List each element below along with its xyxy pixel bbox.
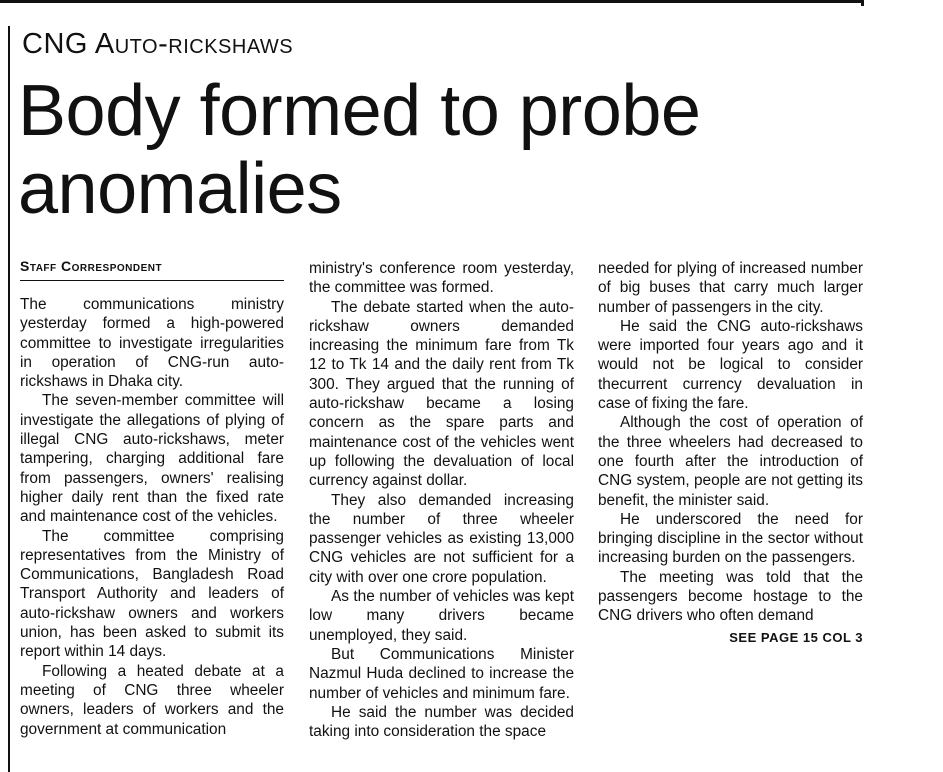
- paragraph: The seven-member committee will investigate the allegations of plying of illegal CNG auto-rickshaws, meter tampering, charging additional fare from passengers, owners' realising higher daily rent than the fixed rate and maintenance cost of the vehicles.: [20, 392, 284, 526]
- top-rule: [0, 0, 864, 3]
- paragraph: Although the cost of operation of the three wheelers had decreased to one fourth after the introduction of CNG system, people are not getting its benefit, the minister said.: [598, 414, 863, 509]
- article-column-3: [598, 259, 863, 647]
- paragraph: The meeting was told that the passengers become hostage to the CNG drivers who often demand: [598, 568, 863, 625]
- top-right-rule: [861, 0, 864, 6]
- paragraph: He said the number was decided taking into consideration the space: [309, 703, 574, 741]
- paragraph: The committee comprising representatives from the Ministry of Communications, Bangladesh Road Transport Authority and leaders of auto-rickshaw owners and workers union, has been asked to submit its report within 14 days.: [20, 527, 284, 661]
- article-column-2: [309, 259, 574, 741]
- paragraph: The debate started when the auto-rickshaw owners demanded increasing the minimum fare from Tk 12 to Tk 14 and the daily rent from Tk 300. They argued that the running of auto-rickshaw became a losing concern as the spare parts and maintenance cost of the vehicles went up following the devaluation of local currency against dollar.: [309, 298, 574, 490]
- paragraph: Following a heated debate at a meeting of CNG three wheeler owners, leaders of workers and the government at communication: [20, 662, 284, 738]
- paragraph: As the number of vehicles was kept low many drivers became unemployed, they said.: [309, 588, 574, 644]
- paragraph: He said the CNG auto-rickshaws were imported four years ago and it would not be logical to consider thecurrent currency devaluation in case of fixing the fare.: [598, 317, 863, 413]
- byline: Staff Correspondent: [20, 258, 284, 281]
- kicker: CNG Auto-rickshaws: [22, 28, 294, 60]
- left-column-rule: [8, 26, 10, 772]
- paragraph: They also demanded increasing the number of three wheeler passenger vehicles as existing 13,000 CNG vehicles are not sufficient for a city with over one crore population.: [309, 491, 574, 586]
- paragraph: ministry's conference room yesterday, the committee was formed.: [309, 260, 574, 297]
- paragraph: He underscored the need for bringing discipline in the sector without increasing burden on the passengers.: [598, 510, 863, 567]
- paragraph: needed for plying of increased number of big buses that carry much larger number of passengers in the city.: [598, 260, 863, 316]
- article-column-1: [20, 295, 284, 739]
- paragraph: The communications ministry yesterday formed a high-powered committee to investigate irregularities in operation of CNG-run auto-rickshaws in Dhaka city.: [20, 296, 284, 391]
- paragraph: But Communications Minister Nazmul Huda declined to increase the number of vehicles and minimum fare.: [309, 645, 574, 702]
- continued-jump-line: SEE PAGE 15 COL 3: [729, 629, 863, 645]
- headline: Body formed to probe anomalies: [18, 71, 701, 229]
